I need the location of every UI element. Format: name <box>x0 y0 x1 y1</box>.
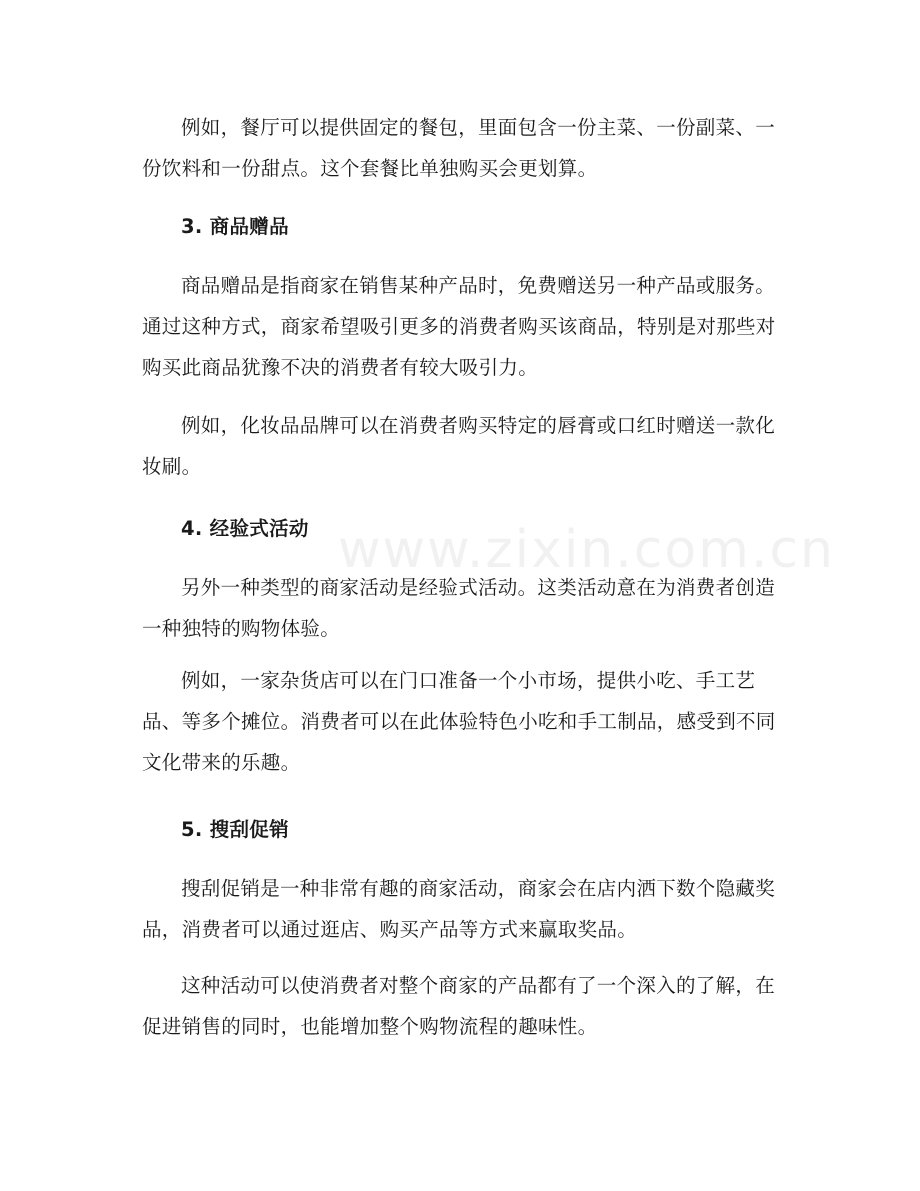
paragraph-restaurant-example: 例如，餐厅可以提供固定的餐包，里面包含一份主菜、一份副菜、一份饮料和一份甜点。这个套餐比单独购买会更划算。 <box>142 116 776 180</box>
paragraph-scavenger-promotion: 搜刮促销是一种非常有趣的商家活动，商家会在店内洒下数个隐藏奖品，消费者可以通过逛店、购买产品等方式来赢取奖品。 <box>142 877 776 941</box>
paragraph-scavenger-benefit: 这种活动可以使消费者对整个商家的产品都有了一个深入的了解，在促进销售的同时，也能增加整个购物流程的趣味性。 <box>142 974 776 1038</box>
paragraph-cosmetics-example: 例如，化妆品品牌可以在消费者购买特定的唇膏或口红时赠送一款化妆刷。 <box>142 414 776 478</box>
heading-scavenger-promotion: 5. 搜刮促销 <box>181 818 289 841</box>
paragraph-experiential-activity: 另外一种类型的商家活动是经验式活动。这类活动意在为消费者创造一种独特的购物体验。 <box>142 576 776 640</box>
heading-product-gift: 3. 商品赠品 <box>181 215 289 238</box>
watermark-text: www.zixin.com.cn <box>338 520 835 580</box>
paragraph-grocery-example: 例如，一家杂货店可以在门口准备一个小市场，提供小吃、手工艺品、等多个摊位。消费者可以在此体验特色小吃和手工制品，感受到不同文化带来的乐趣。 <box>142 669 776 774</box>
paragraph-product-gift: 商品赠品是指商家在销售某种产品时，免费赠送另一种产品或服务。通过这种方式，商家希望吸引更多的消费者购买该商品，特别是对那些对购买此商品犹豫不决的消费者有较大吸引力。 <box>142 274 776 379</box>
heading-experiential-activity: 4. 经验式活动 <box>181 517 309 540</box>
